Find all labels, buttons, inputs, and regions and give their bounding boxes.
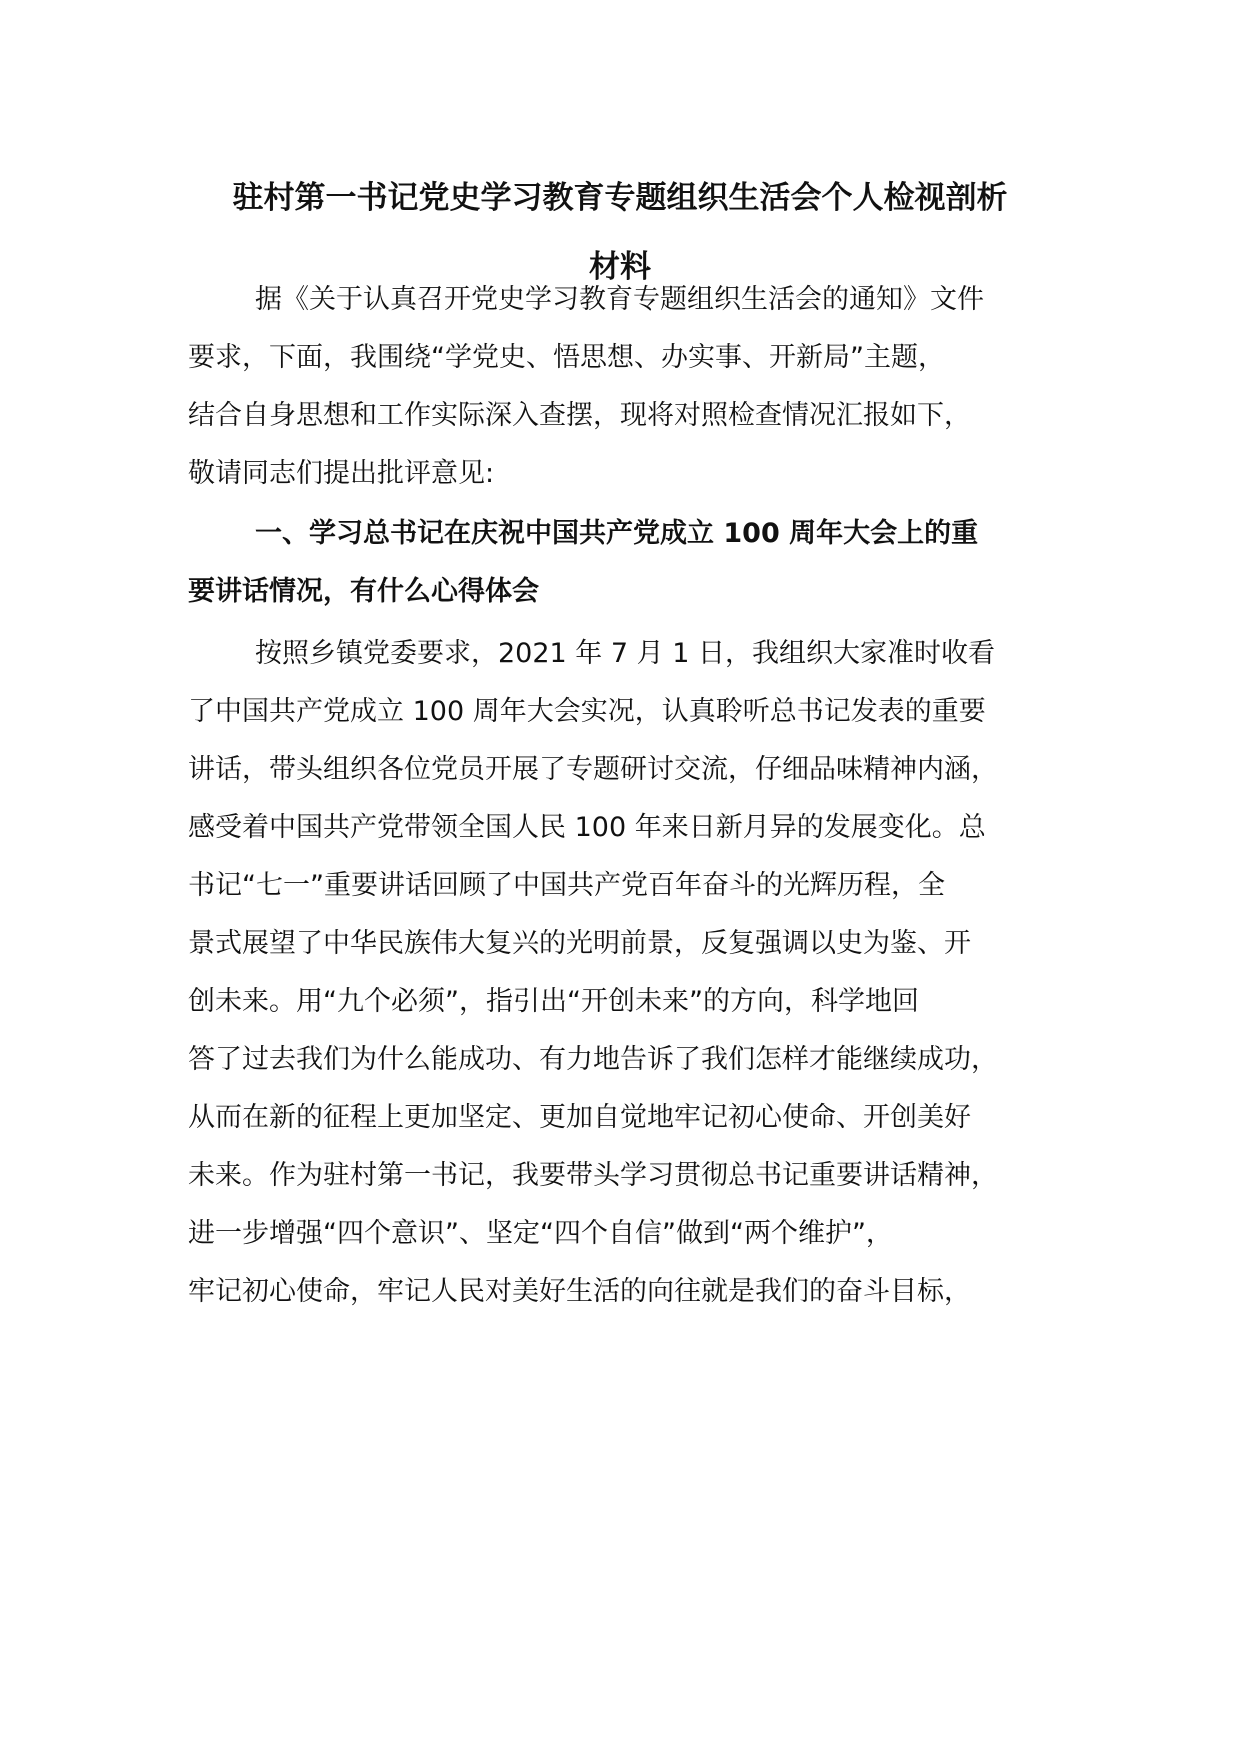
section1-body-line-1: 按照乡镇党委要求，2021 年 7 月 1 日，我组织大家准时收看 (255, 638, 995, 669)
section1-body-line-12: 牢记初心使命，牢记人民对美好生活的向往就是我们的奋斗目标， (188, 1276, 971, 1307)
section1-body-line-11: 进一步增强“四个意识”、坚定“四个自信”做到“两个维护”， (188, 1218, 893, 1249)
section1-heading-line-2: 要讲话情况，有什么心得体会 (188, 576, 539, 607)
intro-line-3: 结合自身思想和工作实际深入查摆，现将对照检查情况汇报如下， (188, 400, 971, 431)
section1-body-line-7: 创未来。用“九个必须”，指引出“开创未来”的方向，科学地回 (188, 986, 919, 1017)
section1-body-line-9: 从而在新的征程上更加坚定、更加自觉地牢记初心使命、开创美好 (188, 1102, 971, 1133)
section1-heading-line-1: 一、学习总书记在庆祝中国共产党成立 100 周年大会上的重 (255, 518, 979, 549)
section1-body-line-2: 了中国共产党成立 100 周年大会实况，认真聆听总书记发表的重要 (188, 696, 986, 727)
section1-body-line-4: 感受着中国共产党带领全国人民 100 年来日新月异的发展变化。总 (188, 812, 986, 843)
document-title-line-2: 材料 (589, 249, 651, 285)
document-title-line-1: 驻村第一书记党史学习教育专题组织生活会个人检视剖析 (232, 180, 1008, 216)
section1-body-line-5: 书记“七一”重要讲话回顾了中国共产党百年奋斗的光辉历程，全 (188, 870, 945, 901)
intro-line-1: 据《关于认真召开党史学习教育专题组织生活会的通知》文件 (255, 284, 984, 315)
section1-body-line-6: 景式展望了中华民族伟大复兴的光明前景，反复强调以史为鉴、开 (188, 928, 971, 959)
section1-body-line-3: 讲话，带头组织各位党员开展了专题研讨交流，仔细品味精神内涵， (188, 754, 998, 785)
intro-line-4: 敬请同志们提出批评意见: (188, 458, 495, 489)
intro-line-2: 要求，下面，我围绕“学党史、悟思想、办实事、开新局”主题， (188, 342, 945, 373)
section1-body-line-10: 未来。作为驻村第一书记，我要带头学习贯彻总书记重要讲话精神， (188, 1160, 998, 1191)
section1-body-line-8: 答了过去我们为什么能成功、有力地告诉了我们怎样才能继续成功， (188, 1044, 998, 1075)
